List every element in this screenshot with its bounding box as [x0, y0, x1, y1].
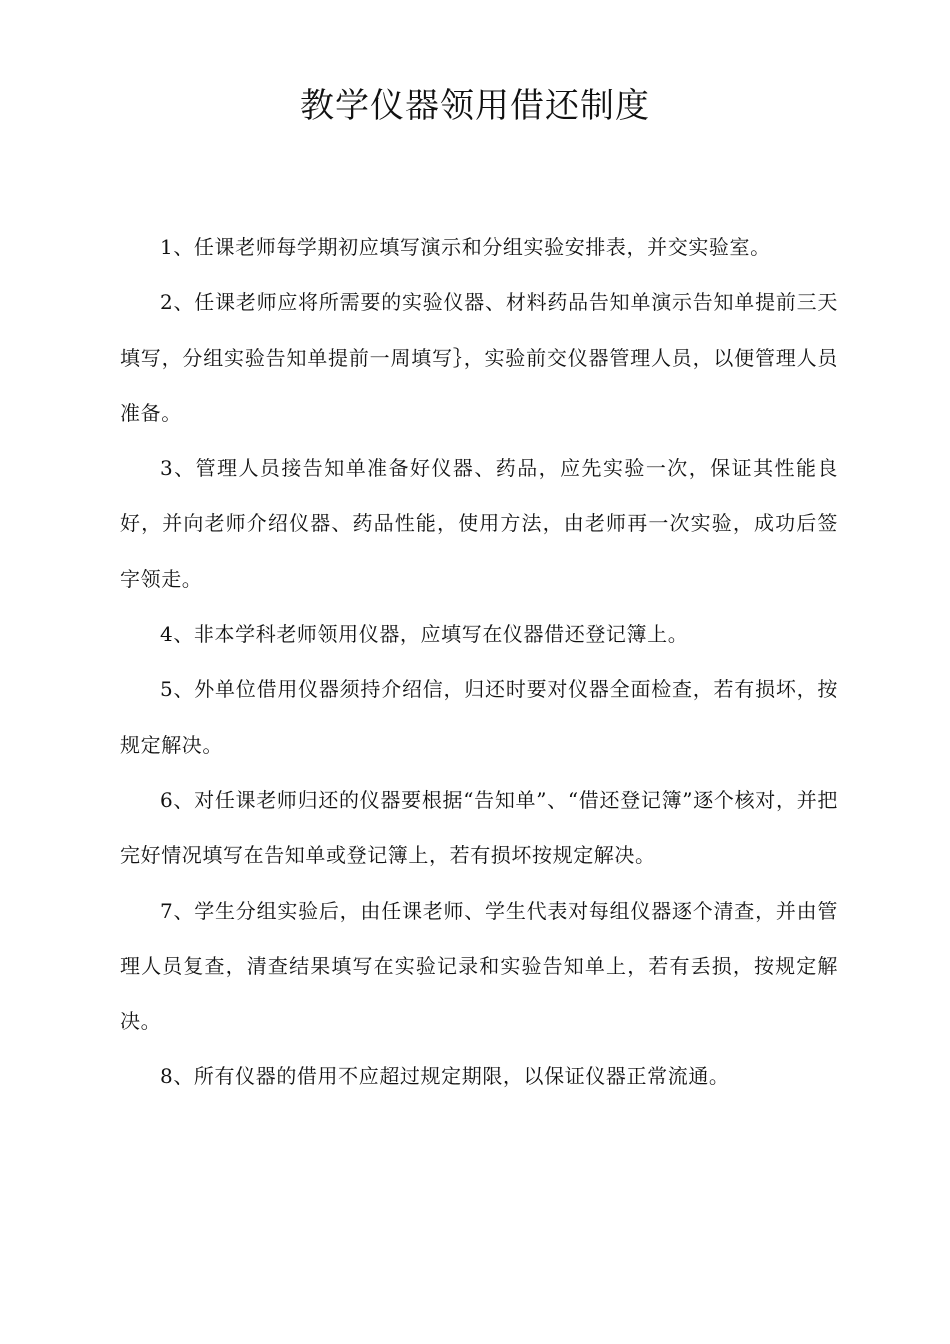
paragraph-5: 5、外单位借用仪器须持介绍信，归还时要对仪器全面检查，若有损坏，按规定解决。 — [120, 677, 838, 757]
document-title: 教学仪器领用借还制度 — [300, 86, 650, 126]
paragraph-3: 3、管理人员接告知单准备好仪器、药品，应先实验一次，保证其性能良好，并向老师介绍仪器、药品性能，使用方法，由老师再一次实验，成功后签字领走。 — [120, 456, 838, 591]
paragraph-4: 4、非本学科老师领用仪器，应填写在仪器借还登记簿上。 — [160, 622, 689, 647]
paragraph-7: 7、学生分组实验后，由任课老师、学生代表对每组仪器逐个清查，并由管理人员复查，清查结果填写在实验记录和实验告知单上，若有丢损，按规定解决。 — [120, 898, 838, 1034]
paragraph-2: 2、任课老师应将所需要的实验仪器、材料药品告知单演示告知单提前三天填写，分组实验告知单提前一周填写｝，实验前交仪器管理人员，以便管理人员准备。 — [120, 290, 838, 425]
paragraph-8: 8、所有仪器的借用不应超过规定期限，以保证仪器正常流通。 — [160, 1064, 730, 1089]
document-body — [120, 220, 838, 1105]
paragraph-6: 6、对任课老师归还的仪器要根据“告知单”、“借还登记簿”逐个核对，并把完好情况填写在告知单或登记簿上，若有损坏按规定解决。 — [120, 787, 838, 868]
paragraph-1: 1、任课老师每学期初应填写演示和分组实验安排表，并交实验室。 — [160, 235, 771, 259]
